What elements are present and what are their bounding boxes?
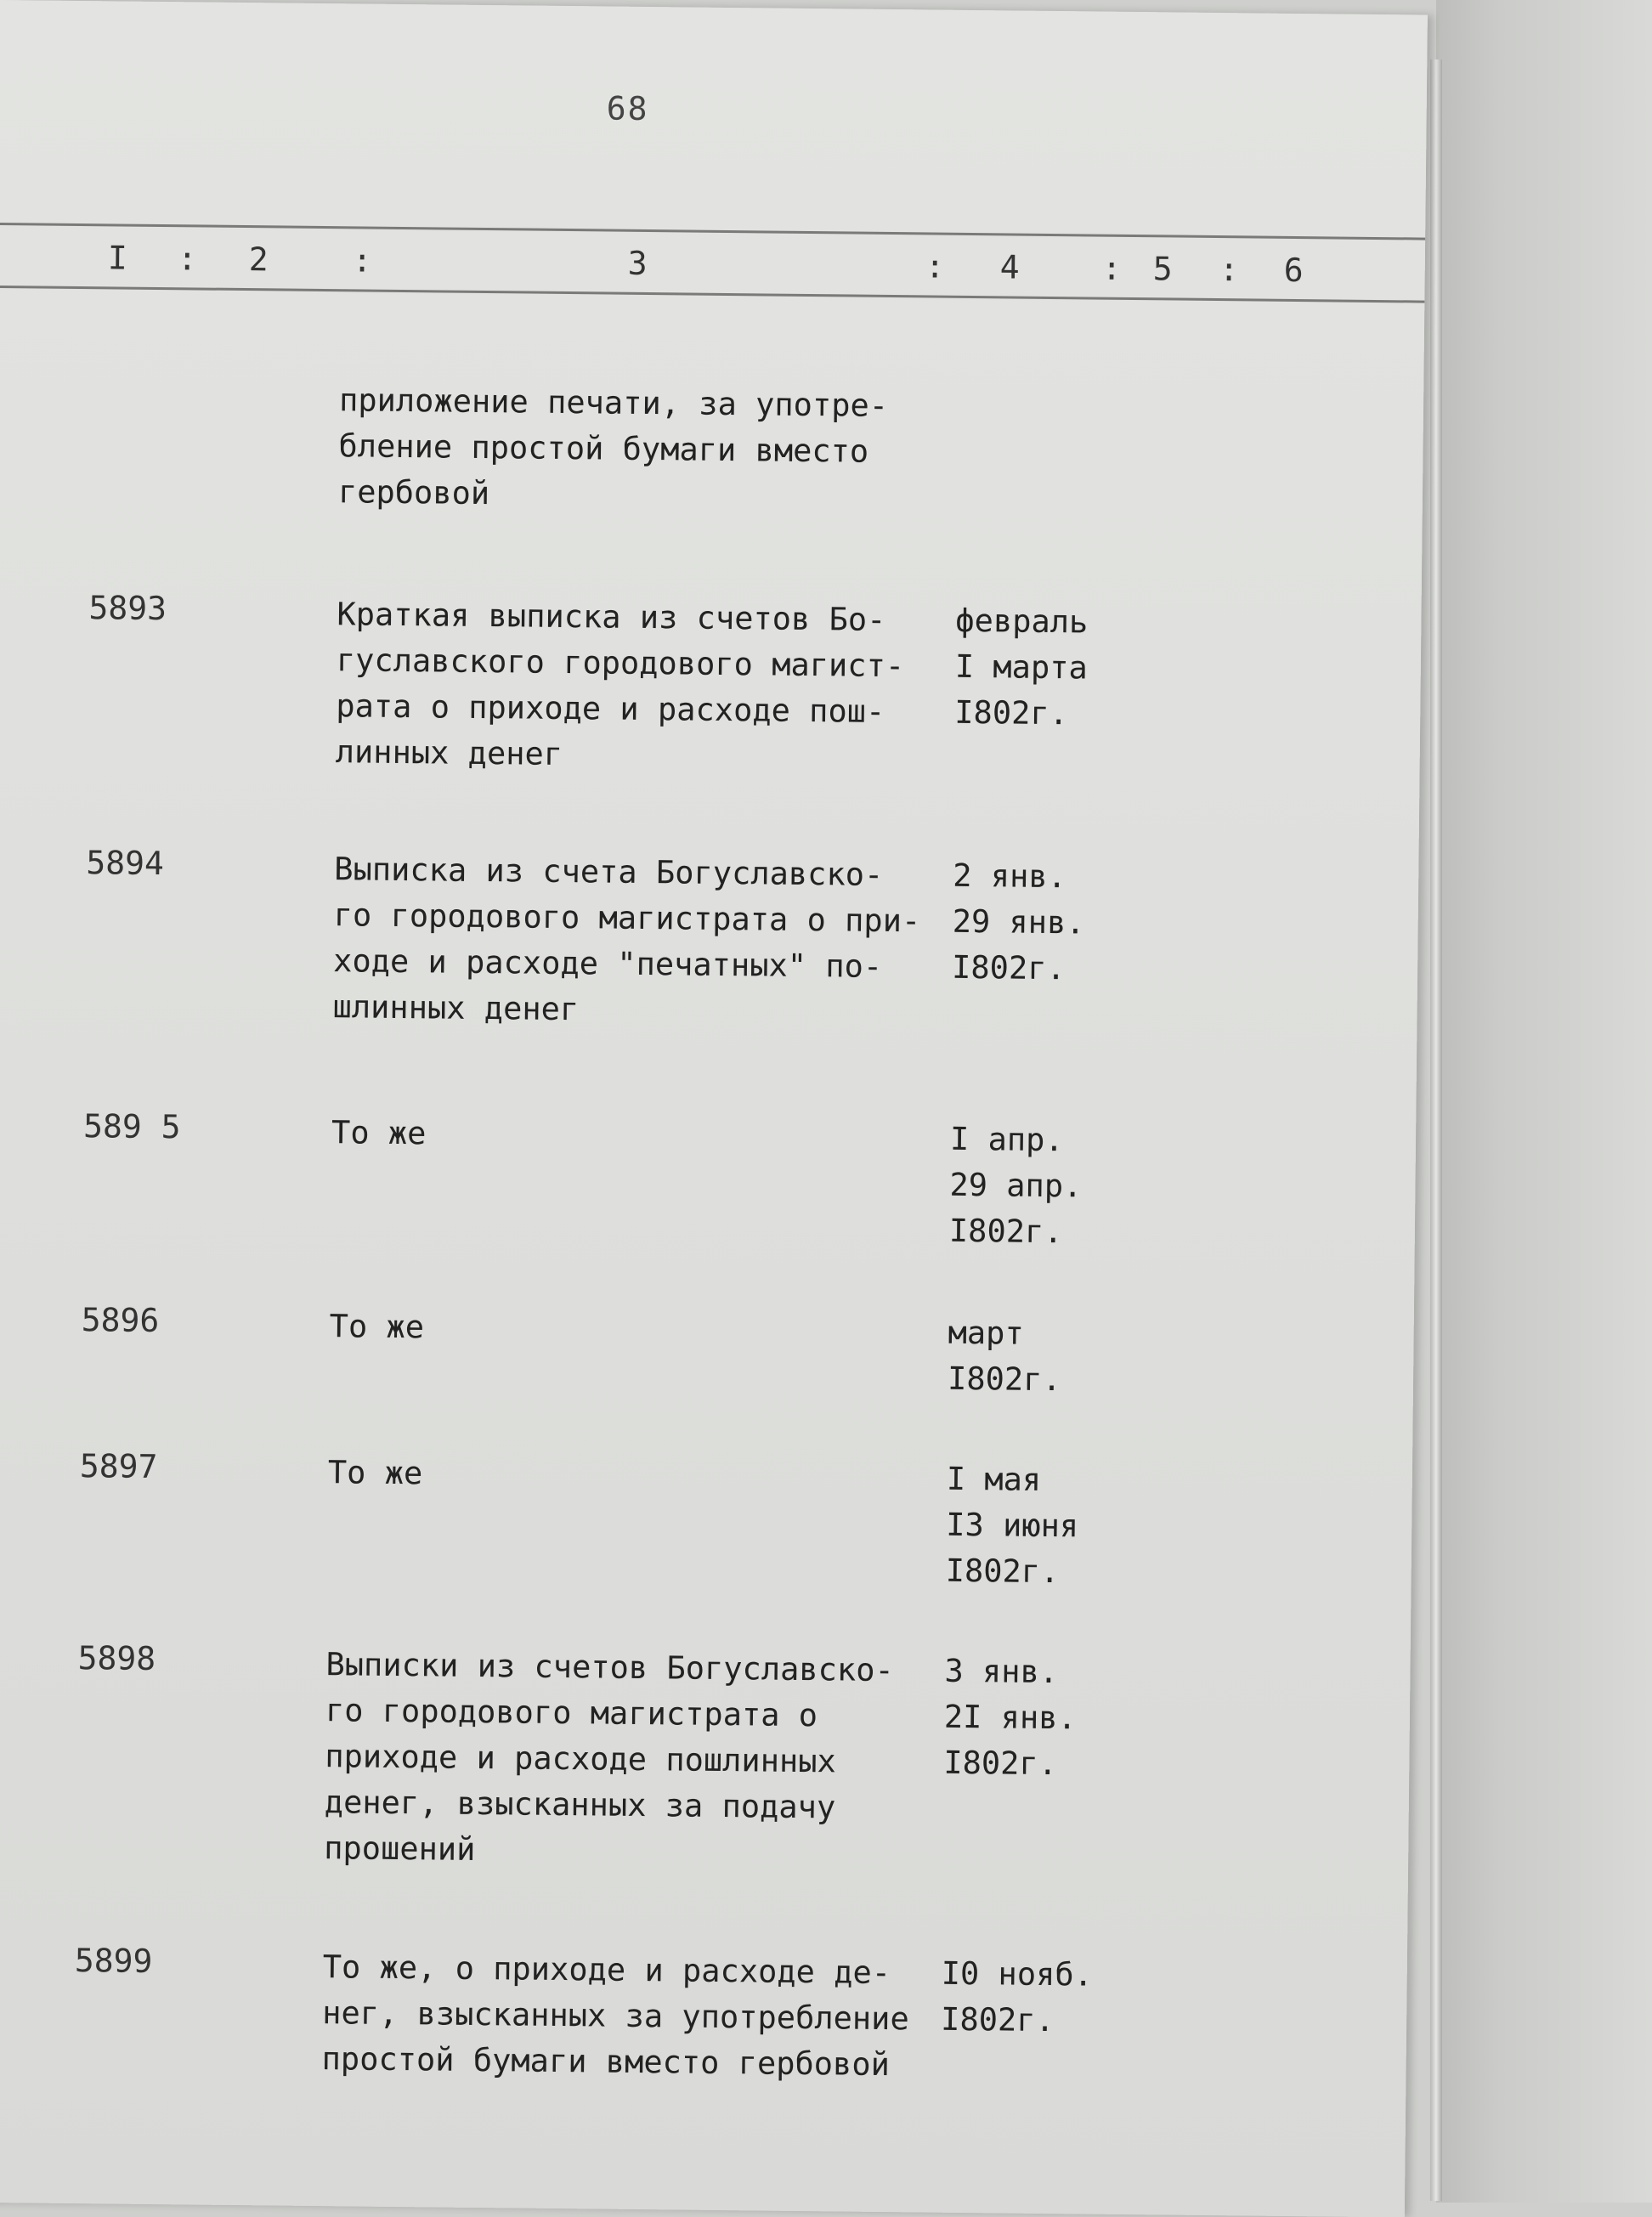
column-number-2: 2 — [248, 240, 269, 279]
record-dates: 2 янв. 29 янв. I802г. — [951, 857, 1085, 987]
column-number-3: 3 — [627, 244, 648, 282]
record-row — [0, 1106, 1416, 1251]
record-row — [0, 1941, 1407, 2084]
record-number: 589 5 — [82, 1107, 181, 1146]
record-row — [0, 1300, 1414, 1399]
record-description: приложение печати, за употре- бление простой бумаги вместо гербовой — [337, 382, 889, 512]
record-description: То же — [327, 1454, 423, 1492]
record-description: Краткая выписка из счетов Бо- гуславского городового магист- рата о приходе и расходе пош- линных денег — [335, 596, 905, 772]
column-separator: : — [925, 247, 945, 286]
record-dates: 3 янв. 2I янв. I802г. — [943, 1652, 1078, 1783]
record-description: То же — [329, 1308, 425, 1346]
column-separator: : — [177, 240, 197, 278]
record-number: 5893 — [88, 589, 167, 628]
record-row — [0, 588, 1422, 772]
column-number-1: I — [107, 239, 127, 277]
column-separator: : — [1219, 251, 1239, 289]
record-number: 5894 — [86, 844, 165, 883]
record-description: Выписки из счетов Богуславско- го городового магистрата о приходе и расходе пошлинных денег, взысканных за подачу прошений — [324, 1646, 894, 1868]
record-description: Выписка из счета Богуславско- го городового магистрата о при- ходе и расходе "печатных" по- шлинных денег — [332, 851, 921, 1028]
column-number-6: 6 — [1283, 251, 1304, 290]
record-dates: февраль I марта I802г. — [954, 602, 1089, 732]
column-number-4: 4 — [999, 248, 1020, 286]
continuation-row — [0, 374, 1423, 512]
page-number: 68 — [606, 89, 649, 128]
column-number-5: 5 — [1152, 250, 1173, 288]
record-dates: I0 нояб. I802г. — [940, 1954, 1094, 2039]
header-rule-top — [0, 223, 1425, 240]
background-surface — [1436, 0, 1652, 2203]
record-row — [0, 1446, 1412, 1591]
record-row — [0, 843, 1419, 1028]
record-number: 5898 — [77, 1639, 156, 1678]
record-description: То же, о приходе и расходе де- нег, взысканных за употребление простой бумаги вместо гербовой — [321, 1948, 909, 2084]
column-separator: : — [352, 241, 372, 280]
record-dates: I апр. 29 апр. I802г. — [948, 1120, 1083, 1251]
record-dates: I мая I3 июня I802г. — [945, 1460, 1079, 1591]
stacked-page-edge — [1430, 59, 1442, 2201]
record-dates: март I802г. — [947, 1314, 1061, 1399]
header-rule-bottom — [0, 286, 1424, 303]
record-number: 5896 — [81, 1301, 160, 1340]
record-number: 5899 — [74, 1942, 153, 1981]
record-row — [0, 1638, 1411, 1868]
column-separator: : — [1101, 249, 1122, 287]
record-number: 5897 — [79, 1447, 158, 1486]
record-description: То же — [331, 1114, 427, 1152]
